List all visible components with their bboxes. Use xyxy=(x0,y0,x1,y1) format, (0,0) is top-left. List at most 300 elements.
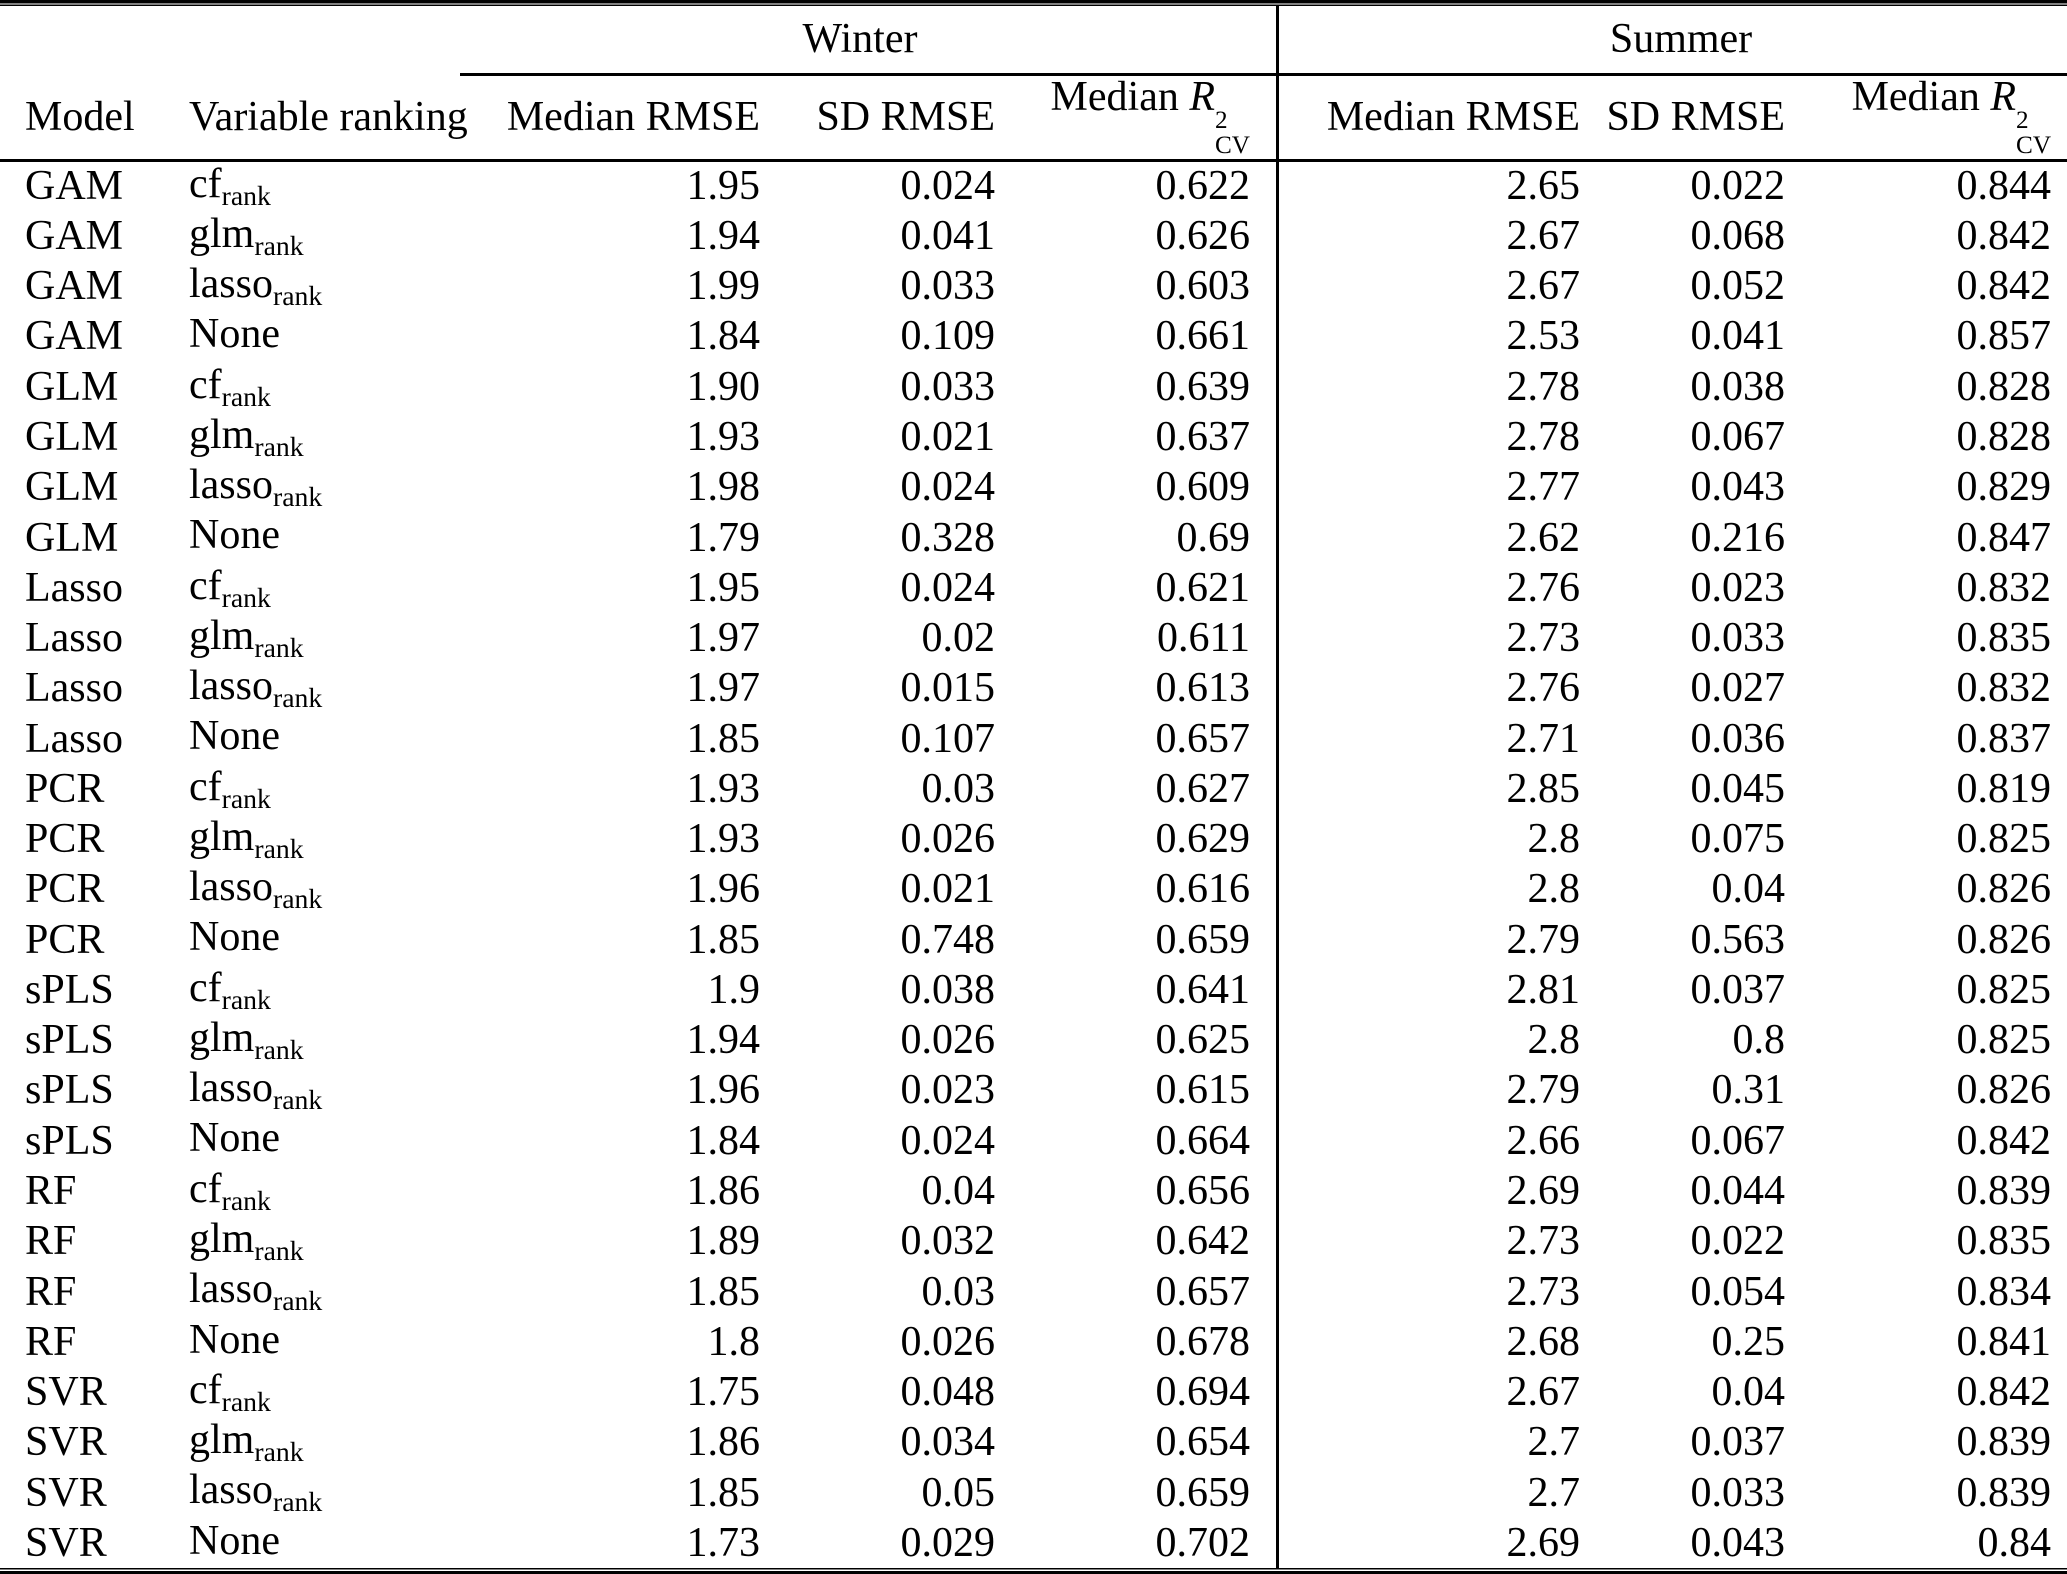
winter-median-r2cv-cell: 0.616 xyxy=(1155,866,1250,913)
winter-summer-divider xyxy=(1260,1417,1295,1467)
summer-median-rmse-cell: 2.81 xyxy=(1506,966,1580,1013)
model-cell: GAM xyxy=(25,212,124,259)
summer-median-rmse-cell: 2.73 xyxy=(1506,1268,1580,1315)
winter-median-rmse-cell: 1.86 xyxy=(686,1167,760,1214)
summer-sd-rmse-cell: 0.216 xyxy=(1690,514,1785,561)
winter-summer-divider xyxy=(1260,161,1295,211)
ranking-base: lasso xyxy=(189,663,273,710)
summer-median-r2cv-cell: 0.834 xyxy=(1956,1268,2052,1315)
winter-median-rmse-cell: 1.94 xyxy=(686,1017,760,1064)
winter-median-r2cv-cell: 0.642 xyxy=(1155,1218,1250,1265)
winter-median-rmse-cell: 1.79 xyxy=(686,514,760,561)
winter-median-r2cv-cell: 0.639 xyxy=(1155,363,1250,410)
model-cell: sPLS xyxy=(25,1117,114,1164)
table-row xyxy=(0,1266,2067,1316)
variable-ranking-cell xyxy=(165,1266,460,1316)
winter-sd-rmse-cell: 0.029 xyxy=(900,1519,995,1566)
summer-sd-rmse-cell: 0.054 xyxy=(1690,1268,1785,1315)
results-table xyxy=(0,6,2067,1568)
winter-median-r2cv-cell: 0.603 xyxy=(1155,263,1250,310)
winter-median-rmse-cell: 1.97 xyxy=(686,615,760,662)
summer-median-rmse-cell: 2.68 xyxy=(1506,1318,1580,1365)
summer-sd-rmse-cell: 0.8 xyxy=(1732,1017,1785,1064)
summer-sd-rmse-cell: 0.25 xyxy=(1711,1318,1785,1365)
table-row xyxy=(0,1518,2067,1568)
column-header-row xyxy=(0,74,2067,161)
summer-median-r2cv-cell: 0.828 xyxy=(1956,414,2052,460)
ranking-base: cf xyxy=(189,964,222,1011)
winter-sd-rmse-cell: 0.328 xyxy=(900,514,995,561)
winter-median-rmse-cell: 1.84 xyxy=(686,313,760,360)
summer-sd-rmse-cell: 0.04 xyxy=(1711,1369,1785,1416)
table-row xyxy=(0,362,2067,412)
variable-ranking-cell xyxy=(165,713,460,763)
winter-median-rmse-cell: 1.75 xyxy=(686,1369,760,1416)
winter-summer-divider xyxy=(1260,512,1295,562)
variable-ranking-column-header: Variable ranking xyxy=(165,74,460,161)
ranking-base: glm xyxy=(189,411,255,458)
table-row xyxy=(0,261,2067,311)
variable-ranking-cell xyxy=(165,613,460,663)
winter-summer-divider xyxy=(1260,261,1295,311)
table-row xyxy=(0,1367,2067,1417)
model-cell: GAM xyxy=(25,263,124,310)
winter-sd-rmse-cell: 0.041 xyxy=(900,212,995,259)
summer-sd-rmse-cell: 0.052 xyxy=(1690,263,1785,310)
model-cell: RF xyxy=(25,1318,77,1365)
model-cell: PCR xyxy=(25,816,105,863)
ranking-subscript: rank xyxy=(221,581,271,613)
winter-median-r2cv-cell: 0.656 xyxy=(1155,1167,1250,1214)
summer-median-r2cv-cell: 0.825 xyxy=(1956,816,2052,863)
ranking-subscript: rank xyxy=(254,631,304,663)
variable-ranking-cell xyxy=(165,1065,460,1115)
winter-summer-divider xyxy=(1260,713,1295,763)
ranking-subscript: rank xyxy=(254,1435,304,1467)
ranking-base: None xyxy=(189,1316,280,1363)
variable-ranking-cell xyxy=(165,211,460,261)
winter-sd-rmse-cell: 0.107 xyxy=(900,715,995,762)
summer-median-rmse-header: Median RMSE xyxy=(1295,74,1590,161)
summer-median-r2cv-header xyxy=(1795,74,2067,161)
r-symbol: R xyxy=(1189,73,1215,120)
winter-summer-divider xyxy=(1260,211,1295,261)
ranking-subscript: rank xyxy=(221,1385,271,1417)
model-cell: GLM xyxy=(25,414,119,460)
winter-summer-divider xyxy=(1260,462,1295,512)
winter-summer-divider xyxy=(1260,965,1295,1015)
winter-median-r2cv-cell: 0.611 xyxy=(1157,615,1250,662)
winter-median-rmse-cell: 1.85 xyxy=(686,1268,760,1315)
winter-sd-rmse-cell: 0.02 xyxy=(921,615,995,662)
winter-summer-divider xyxy=(1260,1266,1295,1316)
winter-median-rmse-cell: 1.90 xyxy=(686,363,760,410)
summer-median-rmse-cell: 2.77 xyxy=(1506,464,1580,511)
summer-sd-rmse-cell: 0.022 xyxy=(1690,163,1785,210)
winter-median-r2cv-header xyxy=(1005,74,1260,161)
summer-sd-rmse-cell: 0.043 xyxy=(1690,1519,1785,1566)
ranking-base: None xyxy=(189,512,280,559)
table-row xyxy=(0,1317,2067,1367)
variable-ranking-cell xyxy=(165,1216,460,1266)
winter-median-rmse-cell: 1.93 xyxy=(686,414,760,460)
variable-ranking-cell xyxy=(165,462,460,512)
summer-median-r2cv-cell: 0.825 xyxy=(1956,966,2052,1013)
model-cell: SVR xyxy=(25,1519,107,1566)
winter-summer-divider xyxy=(1260,764,1295,814)
winter-sd-rmse-cell: 0.109 xyxy=(900,313,995,360)
variable-ranking-cell xyxy=(165,1417,460,1467)
summer-median-r2cv-cell: 0.839 xyxy=(1956,1167,2052,1214)
table-row xyxy=(0,412,2067,462)
summer-median-rmse-cell: 2.7 xyxy=(1527,1419,1580,1466)
winter-median-r2cv-cell: 0.621 xyxy=(1155,564,1250,611)
winter-median-r2cv-cell: 0.678 xyxy=(1155,1318,1250,1365)
variable-ranking-cell xyxy=(165,261,460,311)
r2cv-scripts xyxy=(2016,108,2051,159)
ranking-base: cf xyxy=(189,763,222,810)
winter-median-r2cv-cell: 0.659 xyxy=(1155,1469,1250,1516)
ranking-subscript: rank xyxy=(221,983,271,1015)
summer-median-rmse-cell: 2.79 xyxy=(1506,916,1580,963)
summer-sd-rmse-cell: 0.31 xyxy=(1711,1067,1785,1114)
winter-summer-divider xyxy=(1260,1467,1295,1517)
variable-ranking-cell xyxy=(165,311,460,361)
table-row xyxy=(0,311,2067,361)
summer-median-r2cv-cell: 0.841 xyxy=(1956,1318,2052,1365)
winter-summer-divider xyxy=(1260,663,1295,713)
ranking-base: cf xyxy=(189,1366,222,1413)
empty-corner-cell xyxy=(0,6,460,74)
ranking-subscript: rank xyxy=(254,430,304,462)
variable-ranking-cell xyxy=(165,362,460,412)
ranking-subscript: rank xyxy=(221,380,271,412)
r-symbol: R xyxy=(1990,73,2017,120)
table-row xyxy=(0,915,2067,965)
winter-median-rmse-cell: 1.85 xyxy=(686,916,760,963)
ranking-base: lasso xyxy=(189,260,273,307)
model-cell: GAM xyxy=(25,163,124,210)
model-cell: sPLS xyxy=(25,1017,114,1064)
winter-summer-divider xyxy=(1260,362,1295,412)
summer-median-rmse-cell: 2.8 xyxy=(1527,816,1580,863)
winter-sd-rmse-cell: 0.05 xyxy=(921,1469,995,1516)
winter-median-rmse-cell: 1.73 xyxy=(686,1519,760,1566)
variable-ranking-cell xyxy=(165,512,460,562)
ranking-subscript: rank xyxy=(254,1234,304,1266)
summer-median-rmse-cell: 2.65 xyxy=(1506,163,1580,210)
model-cell: GAM xyxy=(25,313,124,360)
winter-median-r2cv-cell: 0.627 xyxy=(1155,765,1250,812)
table-row xyxy=(0,1065,2067,1115)
summer-sd-rmse-cell: 0.038 xyxy=(1690,363,1785,410)
variable-ranking-cell xyxy=(165,1367,460,1417)
summer-median-rmse-cell: 2.62 xyxy=(1506,514,1580,561)
summer-sd-rmse-cell: 0.037 xyxy=(1690,1419,1785,1466)
ranking-base: glm xyxy=(189,1216,255,1263)
model-cell: PCR xyxy=(25,765,105,812)
winter-sd-rmse-cell: 0.026 xyxy=(900,816,995,863)
summer-median-r2cv-cell: 0.835 xyxy=(1956,1218,2052,1265)
winter-median-rmse-cell: 1.9 xyxy=(707,966,760,1013)
ranking-base: cf xyxy=(189,562,222,609)
table-bottom-rule xyxy=(0,1568,2067,1574)
ranking-base: glm xyxy=(189,813,255,860)
ranking-base: lasso xyxy=(189,462,273,509)
winter-summer-divider xyxy=(1260,1065,1295,1115)
summer-sd-rmse-cell: 0.044 xyxy=(1690,1167,1785,1214)
variable-ranking-cell xyxy=(165,563,460,613)
winter-median-rmse-cell: 1.98 xyxy=(686,464,760,511)
table-row xyxy=(0,512,2067,562)
table-row xyxy=(0,563,2067,613)
summer-median-r2cv-cell: 0.826 xyxy=(1956,866,2052,913)
summer-sd-rmse-cell: 0.027 xyxy=(1690,665,1785,712)
winter-median-r2cv-cell: 0.641 xyxy=(1155,966,1250,1013)
summer-sd-rmse-cell: 0.043 xyxy=(1690,464,1785,511)
variable-ranking-cell xyxy=(165,965,460,1015)
winter-median-r2cv-cell: 0.637 xyxy=(1155,414,1250,460)
ranking-subscript: rank xyxy=(221,1184,271,1216)
winter-sd-rmse-cell: 0.024 xyxy=(900,564,995,611)
summer-median-rmse-cell: 2.73 xyxy=(1506,615,1580,662)
winter-median-rmse-cell: 1.84 xyxy=(686,1117,760,1164)
winter-median-r2cv-cell: 0.654 xyxy=(1155,1419,1250,1466)
summer-median-r2cv-cell: 0.84 xyxy=(1977,1519,2052,1566)
summer-median-rmse-cell: 2.78 xyxy=(1506,414,1580,460)
r2-superscript: 2 xyxy=(2016,106,2029,134)
winter-summer-divider xyxy=(1260,1116,1295,1166)
model-cell: SVR xyxy=(25,1419,107,1466)
ranking-subscript: rank xyxy=(273,1083,323,1115)
winter-summer-divider xyxy=(1260,6,1295,74)
variable-ranking-cell xyxy=(165,764,460,814)
ranking-base: lasso xyxy=(189,864,273,911)
summer-sd-rmse-cell: 0.037 xyxy=(1690,966,1785,1013)
winter-median-rmse-header: Median RMSE xyxy=(460,74,770,161)
winter-summer-divider xyxy=(1260,563,1295,613)
summer-median-r2cv-cell: 0.839 xyxy=(1956,1419,2052,1466)
variable-ranking-cell xyxy=(165,412,460,462)
winter-sd-rmse-cell: 0.024 xyxy=(900,163,995,210)
winter-median-rmse-cell: 1.96 xyxy=(686,866,760,913)
winter-median-r2cv-cell: 0.702 xyxy=(1155,1519,1250,1566)
ranking-base: None xyxy=(189,914,280,961)
ranking-base: glm xyxy=(189,612,255,659)
summer-median-r2cv-cell: 0.842 xyxy=(1956,212,2052,259)
winter-median-r2cv-cell: 0.629 xyxy=(1155,816,1250,863)
model-cell: GLM xyxy=(25,464,119,511)
summer-group-header: Summer xyxy=(1295,6,2067,74)
winter-median-r2cv-cell: 0.626 xyxy=(1155,212,1250,259)
summer-median-r2cv-cell: 0.844 xyxy=(1956,163,2052,210)
model-cell: GLM xyxy=(25,363,119,410)
winter-summer-divider xyxy=(1260,915,1295,965)
winter-median-r2cv-cell: 0.609 xyxy=(1155,464,1250,511)
table-row xyxy=(0,663,2067,713)
winter-sd-rmse-cell: 0.026 xyxy=(900,1017,995,1064)
variable-ranking-cell xyxy=(165,915,460,965)
summer-sd-rmse-cell: 0.023 xyxy=(1690,564,1785,611)
summer-sd-rmse-cell: 0.067 xyxy=(1690,414,1785,460)
ranking-subscript: rank xyxy=(273,1486,323,1518)
summer-median-rmse-cell: 2.76 xyxy=(1506,665,1580,712)
summer-median-r2cv-cell: 0.826 xyxy=(1956,916,2052,963)
ranking-base: None xyxy=(189,713,280,760)
summer-median-rmse-cell: 2.53 xyxy=(1506,313,1580,360)
table-row xyxy=(0,1467,2067,1517)
winter-sd-rmse-cell: 0.015 xyxy=(900,665,995,712)
winter-sd-rmse-cell: 0.033 xyxy=(900,363,995,410)
model-cell: SVR xyxy=(25,1369,107,1416)
model-cell: RF xyxy=(25,1218,77,1265)
model-cell: Lasso xyxy=(25,665,123,712)
summer-sd-rmse-cell: 0.036 xyxy=(1690,715,1785,762)
variable-ranking-cell xyxy=(165,663,460,713)
summer-median-r2cv-cell: 0.828 xyxy=(1956,363,2052,410)
summer-sd-rmse-cell: 0.022 xyxy=(1690,1218,1785,1265)
ranking-base: lasso xyxy=(189,1467,273,1514)
ranking-base: lasso xyxy=(189,1065,273,1112)
cv-subscript: CV xyxy=(2016,132,2052,160)
summer-median-rmse-cell: 2.73 xyxy=(1506,1218,1580,1265)
variable-ranking-cell xyxy=(165,814,460,864)
winter-summer-divider xyxy=(1260,1367,1295,1417)
winter-summer-divider xyxy=(1260,412,1295,462)
ranking-subscript: rank xyxy=(273,681,323,713)
winter-median-r2cv-cell: 0.657 xyxy=(1155,715,1250,762)
summer-sd-rmse-cell: 0.075 xyxy=(1690,816,1785,863)
table-row xyxy=(0,1015,2067,1065)
table-row xyxy=(0,462,2067,512)
ranking-subscript: rank xyxy=(221,782,271,814)
winter-median-r2cv-cell: 0.694 xyxy=(1155,1369,1250,1416)
model-column-header: Model xyxy=(0,74,165,161)
summer-median-rmse-cell: 2.69 xyxy=(1506,1167,1580,1214)
summer-median-r2cv-cell: 0.837 xyxy=(1956,715,2052,762)
summer-median-r2cv-cell: 0.819 xyxy=(1956,765,2052,812)
winter-sd-rmse-cell: 0.048 xyxy=(900,1369,995,1416)
winter-median-r2cv-cell: 0.625 xyxy=(1155,1017,1250,1064)
ranking-base: None xyxy=(189,1517,280,1564)
variable-ranking-cell xyxy=(165,1166,460,1216)
ranking-subscript: rank xyxy=(273,882,323,914)
table-row xyxy=(0,211,2067,261)
summer-median-r2cv-cell: 0.842 xyxy=(1956,263,2052,310)
model-cell: RF xyxy=(25,1167,77,1214)
summer-median-r2cv-cell: 0.842 xyxy=(1956,1369,2052,1416)
summer-sd-rmse-header: SD RMSE xyxy=(1590,74,1795,161)
winter-sd-rmse-header: SD RMSE xyxy=(770,74,1005,161)
table-row xyxy=(0,764,2067,814)
summer-median-r2cv-cell: 0.835 xyxy=(1956,615,2052,662)
model-cell: RF xyxy=(25,1268,77,1315)
ranking-base: None xyxy=(189,1115,280,1162)
median-r2-prefix: Median xyxy=(1050,73,1179,120)
group-header-row xyxy=(0,6,2067,74)
winter-sd-rmse-cell: 0.021 xyxy=(900,866,995,913)
ranking-base: glm xyxy=(189,1417,255,1464)
model-cell: GLM xyxy=(25,514,119,561)
winter-sd-rmse-cell: 0.04 xyxy=(921,1167,995,1214)
winter-sd-rmse-cell: 0.032 xyxy=(900,1218,995,1265)
summer-median-r2cv-cell: 0.839 xyxy=(1956,1469,2052,1516)
summer-median-r2cv-cell: 0.826 xyxy=(1956,1067,2052,1114)
winter-median-r2cv-cell: 0.613 xyxy=(1155,665,1250,712)
ranking-subscript: rank xyxy=(221,179,271,211)
winter-sd-rmse-cell: 0.033 xyxy=(900,263,995,310)
table-body xyxy=(0,161,2067,1568)
winter-median-rmse-cell: 1.89 xyxy=(686,1218,760,1265)
cv-subscript: CV xyxy=(1215,132,1250,160)
winter-median-rmse-cell: 1.93 xyxy=(686,816,760,863)
summer-sd-rmse-cell: 0.033 xyxy=(1690,1469,1785,1516)
table-row xyxy=(0,814,2067,864)
winter-summer-divider xyxy=(1260,74,1295,161)
summer-median-r2cv-cell: 0.832 xyxy=(1956,564,2052,611)
table-row xyxy=(0,613,2067,663)
winter-median-rmse-cell: 1.8 xyxy=(707,1318,760,1365)
ranking-base: cf xyxy=(189,361,222,408)
winter-sd-rmse-cell: 0.034 xyxy=(900,1419,995,1466)
summer-median-rmse-cell: 2.79 xyxy=(1506,1067,1580,1114)
summer-median-r2cv-cell: 0.829 xyxy=(1956,464,2052,511)
winter-summer-divider xyxy=(1260,1015,1295,1065)
winter-median-rmse-cell: 1.94 xyxy=(686,212,760,259)
winter-median-rmse-cell: 1.97 xyxy=(686,665,760,712)
variable-ranking-cell xyxy=(165,1015,460,1065)
winter-sd-rmse-cell: 0.03 xyxy=(921,765,995,812)
ranking-base: cf xyxy=(189,1165,222,1212)
winter-summer-divider xyxy=(1260,613,1295,663)
summer-median-rmse-cell: 2.67 xyxy=(1506,212,1580,259)
winter-median-rmse-cell: 1.95 xyxy=(686,163,760,210)
summer-median-rmse-cell: 2.76 xyxy=(1506,564,1580,611)
model-cell: Lasso xyxy=(25,564,123,611)
summer-sd-rmse-cell: 0.041 xyxy=(1690,313,1785,360)
r2-superscript: 2 xyxy=(1215,106,1228,134)
table-row xyxy=(0,1417,2067,1467)
winter-sd-rmse-cell: 0.748 xyxy=(900,916,995,963)
table-row xyxy=(0,161,2067,211)
ranking-base: lasso xyxy=(189,1266,273,1313)
summer-sd-rmse-cell: 0.04 xyxy=(1711,866,1785,913)
winter-median-r2cv-cell: 0.622 xyxy=(1155,163,1250,210)
winter-median-r2cv-cell: 0.664 xyxy=(1155,1117,1250,1164)
r2cv-scripts xyxy=(1215,108,1250,159)
winter-sd-rmse-cell: 0.038 xyxy=(900,966,995,1013)
winter-sd-rmse-cell: 0.024 xyxy=(900,464,995,511)
variable-ranking-cell xyxy=(165,1467,460,1517)
table-row xyxy=(0,965,2067,1015)
variable-ranking-cell xyxy=(165,864,460,914)
summer-median-rmse-cell: 2.8 xyxy=(1527,866,1580,913)
ranking-subscript: rank xyxy=(254,1033,304,1065)
table-row xyxy=(0,1116,2067,1166)
winter-median-r2cv-cell: 0.657 xyxy=(1155,1268,1250,1315)
summer-median-rmse-cell: 2.71 xyxy=(1506,715,1580,762)
winter-median-rmse-cell: 1.93 xyxy=(686,765,760,812)
winter-sd-rmse-cell: 0.026 xyxy=(900,1318,995,1365)
summer-sd-rmse-cell: 0.067 xyxy=(1690,1117,1785,1164)
summer-sd-rmse-cell: 0.068 xyxy=(1690,212,1785,259)
winter-sd-rmse-cell: 0.023 xyxy=(900,1067,995,1114)
summer-median-rmse-cell: 2.7 xyxy=(1527,1469,1580,1516)
winter-group-header: Winter xyxy=(460,6,1260,74)
summer-median-rmse-cell: 2.67 xyxy=(1506,263,1580,310)
summer-median-r2cv-cell: 0.825 xyxy=(1956,1017,2052,1064)
winter-median-r2cv-cell: 0.69 xyxy=(1176,514,1250,561)
